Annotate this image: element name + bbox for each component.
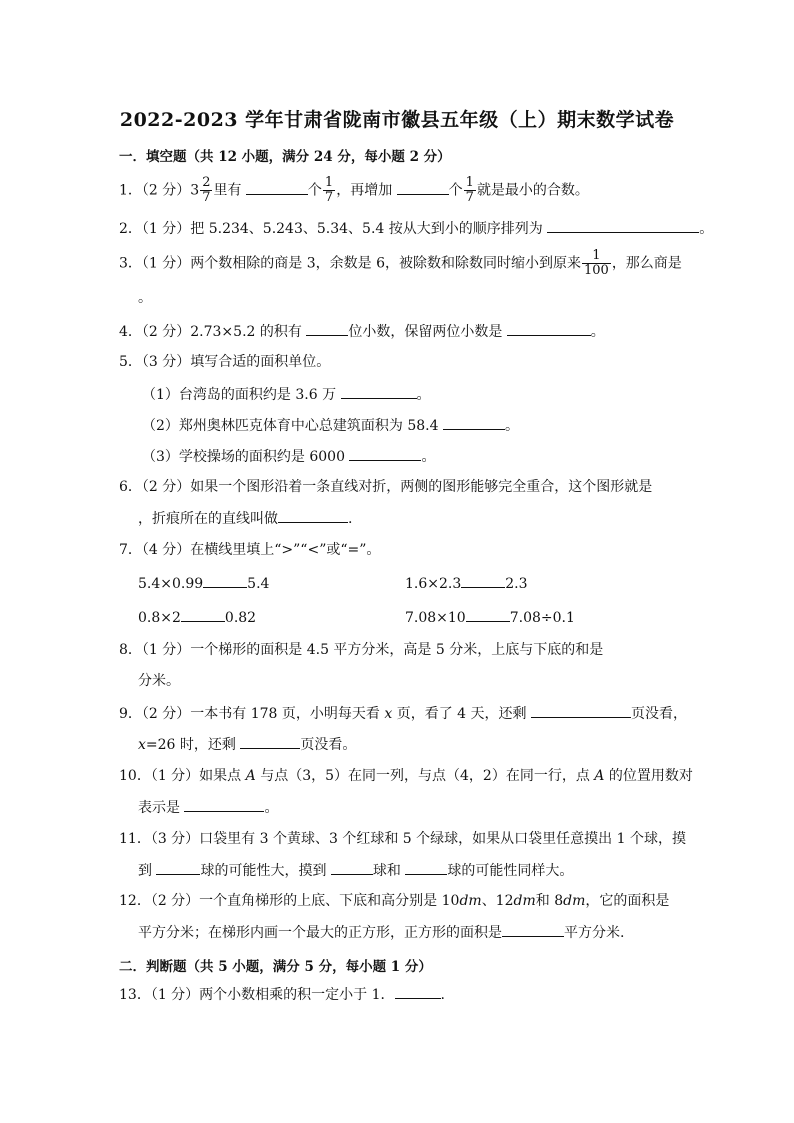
answer-blank[interactable]	[405, 860, 447, 875]
fraction: $\frac{1}{7}$	[324, 175, 334, 205]
section-judge-heading: 二．判断题（共 5 小题，满分 5 分，每小题 1 分）	[119, 959, 432, 975]
question-1: 1．（2 分）3 $\frac{2}{7}$ 里有 个 $\frac{1}{7}$ ，再增加 个 $\frac{1}{7}$ 就是最小的合数。	[119, 175, 589, 205]
question-11: 11．（3 分）口袋里有 3 个黄球、3 个红球和 5 个绿球，如果从口袋里任意摸出 1 个球，摸	[119, 831, 686, 847]
question-9: 9．（2 分）一本书有 178 页，小明每天看 x 页，看了 4 天，还剩 页没看，	[119, 703, 687, 724]
question-5-sub1: （1）台湾岛的面积约是 3.6 万 。	[142, 384, 431, 405]
answer-blank[interactable]	[331, 860, 373, 875]
question-7-item-1: 5.4×0.99 5.4	[138, 573, 269, 594]
question-11-cont: 到 球的可能性大，摸到 球和 球的可能性同样大。	[138, 860, 573, 881]
question-5-sub2: （2）郑州奥林匹克体育中心总建筑面积为 58.4 。	[142, 415, 519, 436]
question-10: 10．（1 分）如果点 A 与点（3，5）在同一列，与点（4，2）在同一行，点 A 的位置用数对	[119, 768, 693, 784]
question-6-cont: ，折痕所在的直线叫做 .	[138, 508, 352, 529]
answer-blank[interactable]	[349, 446, 421, 461]
question-7-item-2: 1.6×2.3 2.3	[405, 573, 528, 594]
question-5-sub3: （3）学校操场的面积约是 6000 。	[142, 446, 435, 467]
answer-blank[interactable]	[156, 860, 200, 875]
answer-blank[interactable]	[341, 384, 417, 399]
question-10-cont: 表示是 。	[138, 797, 278, 818]
answer-blank[interactable]	[443, 415, 505, 430]
fraction: $\frac{1}{100}$	[583, 248, 609, 278]
question-2: 2．（1 分）把 5.234、5.243、5.34、5.4 按从大到小的顺序排列为 。	[119, 218, 713, 239]
answer-blank[interactable]	[306, 321, 348, 336]
answer-blank[interactable]	[531, 703, 631, 718]
answer-blank[interactable]	[278, 508, 348, 523]
question-4: 4．（2 分）2.73×5.2 的积有 位小数，保留两位小数是 。	[119, 321, 605, 342]
question-5: 5．（3 分）填写合适的面积单位。	[119, 354, 331, 370]
answer-blank[interactable]	[461, 573, 505, 588]
answer-blank[interactable]	[240, 734, 300, 749]
answer-blank[interactable]	[466, 607, 510, 622]
answer-blank[interactable]	[547, 218, 699, 233]
answer-blank[interactable]	[395, 984, 441, 999]
page-title: 2022-2023 学年甘肃省陇南市徽县五年级（上）期末数学试卷	[119, 109, 675, 131]
question-12-cont: 平方分米；在梯形内画一个最大的正方形，正方形的面积是 平方分米.	[138, 922, 624, 943]
question-3: 3．（1 分）两个数相除的商是 3，余数是 6，被除数和除数同时缩小到原来 $\frac{1}{100}$ ，那么商是	[119, 248, 682, 278]
question-6: 6．（2 分）如果一个图形沿着一条直线对折，两侧的图形能够完全重合，这个图形就是	[119, 479, 653, 495]
fraction: $\frac{1}{7}$	[465, 175, 474, 205]
section-fill-heading: 一．填空题（共 12 小题，满分 24 分，每小题 2 分）	[119, 149, 451, 165]
answer-blank[interactable]	[203, 573, 247, 588]
answer-blank[interactable]	[502, 922, 564, 937]
question-7: 7．（4 分）在横线里填上“>”“<”或“=”。	[119, 542, 381, 558]
question-8: 8．（1 分）一个梯形的面积是 4.5 平方分米，高是 5 分米，上底与下底的和是	[119, 642, 604, 658]
question-7-item-4: 7.08×10 7.08÷0.1	[405, 607, 575, 628]
question-9-cont: x=26 时，还剩 页没看。	[138, 734, 356, 755]
answer-blank[interactable]	[184, 797, 264, 812]
answer-blank[interactable]	[397, 180, 449, 195]
answer-blank[interactable]	[507, 321, 591, 336]
answer-blank[interactable]	[181, 607, 225, 622]
question-3-cont: 。	[138, 290, 152, 306]
question-8-cont: 分米。	[138, 673, 180, 689]
question-13: 13．（1 分）两个小数相乘的积一定小于 1． .	[119, 984, 445, 1005]
fraction: $\frac{2}{7}$	[202, 175, 211, 205]
question-7-item-3: 0.8×2 0.82	[138, 607, 256, 628]
answer-blank[interactable]	[246, 180, 308, 195]
question-12: 12．（2 分）一个直角梯形的上底、下底和高分别是 10dm、12dm和 8dm，它的面积是	[119, 893, 670, 909]
